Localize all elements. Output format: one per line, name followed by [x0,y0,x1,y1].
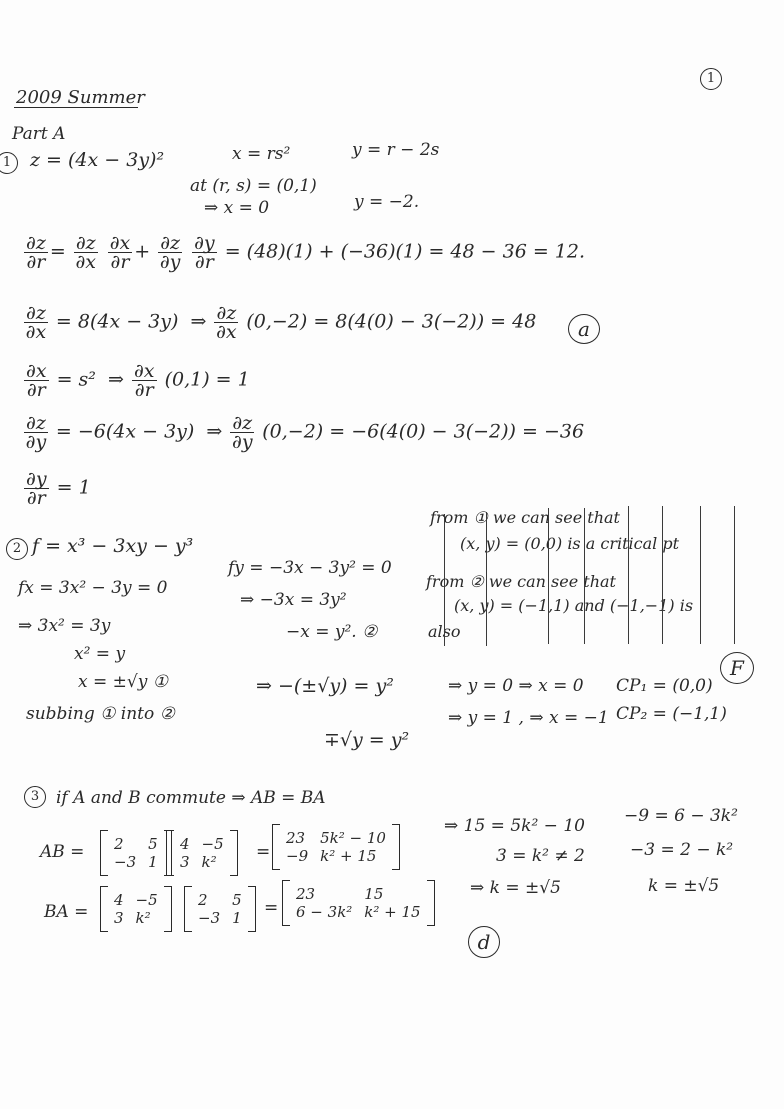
q2-sub-eq2: ∓√y = y² [324,729,410,751]
q2-fx-step3: x = ±√y ① [78,672,168,692]
ba-label: BA = [44,902,89,922]
q2-number: 2 [6,538,28,560]
q2-cp2: CP₂ = (−1,1) [616,704,727,724]
q3-eq2c: k = ±√5 [648,876,720,896]
q1-y-def: y = r − 2s [352,140,440,160]
q3-eq2: −9 = 6 − 3k² [624,806,738,826]
q1-equation: z = (4x − 3y)² [30,149,165,171]
q2-note-line2: (x, y) = (0,0) is a critical pt [460,534,679,553]
note-strike-4 [584,508,585,644]
note-strike-7 [700,506,701,644]
q2-f: f = x³ − 3xy − y³ [32,535,194,557]
ab-label: AB = [40,842,85,862]
q2-note-line5: also [428,622,461,641]
page-number: 1 [700,68,722,90]
matrix-b-left: 4 −5 3 k² [100,886,172,932]
q1-dzdx-eval: (0,−2) = 8(4(0) − 3(−2)) = 48 [246,310,537,333]
matrix-ab: 23 5k² − 10 −9 k² + 15 [272,824,400,870]
part-label: Part A [12,124,66,144]
q1-chain-rule: $\frac{\partial z}{\partial r}$ = $\frac{\partial z}{\partial x}$ $\frac{\partial x}{\partial r}$ + $\frac{\partial z}{\partial y}$ $\frac{\partial y}{\partial r}$ = (48)(1) + (−36)(1) = 48 − 36 = 12. [26,232,585,273]
q2-fx-step1: ⇒ 3x² = 3y [18,616,111,636]
q1-dxdr-line: $\frac{\partial x}{\partial r}$ = s² ⇒ $\frac{\partial x}{\partial r}$ (0,1) = 1 [26,360,250,401]
q2-note-line1: from ① we can see that [430,508,620,527]
q2-cp1: CP₁ = (0,0) [616,676,713,696]
note-strike-3 [548,508,549,644]
q1-implies-x: ⇒ x = 0 [204,198,270,218]
q1-dzdy-line: $\frac{\partial z}{\partial y}$ = −6(4x − 3y) ⇒ $\frac{\partial z}{\partial y}$ (0,−2) = −6(4(0) − 3(−2)) = −36 [25,412,585,453]
q1-dzdx-line: $\frac{\partial z}{\partial x}$ = 8(4x − 3y) ⇒ $\frac{\partial z}{\partial x}$ (0,−2) = 8(4(0) − 3(−2)) = 48 [25,302,537,343]
q1-dxdr-eval: (0,1) = 1 [164,368,250,391]
note-strike-5 [628,506,629,644]
q3-eq2b: −3 = 2 − k² [630,840,734,860]
q1-answer: a [568,314,600,344]
q1-dydr-def: = 1 [56,476,91,499]
q1-dydr-line: $\frac{\partial y}{\partial r}$ = 1 [26,468,91,509]
q1-number: 1 [0,152,18,174]
q2-sub-eq1: ⇒ −(±√y) = y² [256,675,394,697]
q2-answer: F [720,652,754,684]
q2-note-line4: (x, y) = (−1,1) and (−1,−1) is [454,596,694,615]
q3-eq1b: 3 = k² ≠ 2 [496,846,585,866]
q2-fx: fx = 3x² − 3y = 0 [18,578,168,598]
note-strike-6 [662,506,663,644]
page-title: 2009 Summer [16,87,145,108]
ab-equals: = [256,842,271,862]
q3-statement: if A and B commute ⇒ AB = BA [56,788,326,808]
q2-note-line3: from ② we can see that [426,572,616,591]
matrix-b: 4 −5 3 k² [166,830,238,876]
q2-subbing: subbing ① into ② [26,704,175,724]
q2-fx-step2: x² = y [74,644,126,664]
q2-fy-step2: −x = y². ② [286,622,378,642]
matrix-a: 2 5 −3 1 [100,830,172,876]
q3-eq1: ⇒ 15 = 5k² − 10 [444,816,585,836]
title-underline [14,107,138,108]
q2-fy: fy = −3x − 3y² = 0 [228,558,392,578]
q1-x-def: x = rs² [232,144,291,164]
note-strike-8 [734,506,735,644]
q1-chain-tail: = (48)(1) + (−36)(1) = 48 − 36 = 12. [224,240,585,263]
ba-equals: = [264,898,279,918]
q1-at-point: at (r, s) = (0,1) [190,176,317,196]
q1-dzdy-def: = −6(4x − 3y) [55,420,195,443]
q3-answer: d [468,926,500,958]
q1-dxdr-def: = s² [56,368,96,391]
q2-fy-step1: ⇒ −3x = 3y² [240,590,347,610]
note-strike-2 [486,512,487,646]
q1-implies-y: y = −2. [354,192,420,212]
q3-number: 3 [24,786,46,808]
q1-dzdy-eval: (0,−2) = −6(4(0) − 3(−2)) = −36 [262,420,585,443]
q2-sol1: ⇒ y = 0 ⇒ x = 0 [448,676,584,696]
note-strike-1 [444,514,445,646]
matrix-a-right: 2 5 −3 1 [184,886,256,932]
q1-dzdx-def: = 8(4x − 3y) [55,310,179,333]
q2-sol2: ⇒ y = 1 , ⇒ x = −1 [448,708,609,728]
q3-eq1c: ⇒ k = ±√5 [470,878,561,898]
matrix-ba: 23 15 6 − 3k² k² + 15 [282,880,435,926]
